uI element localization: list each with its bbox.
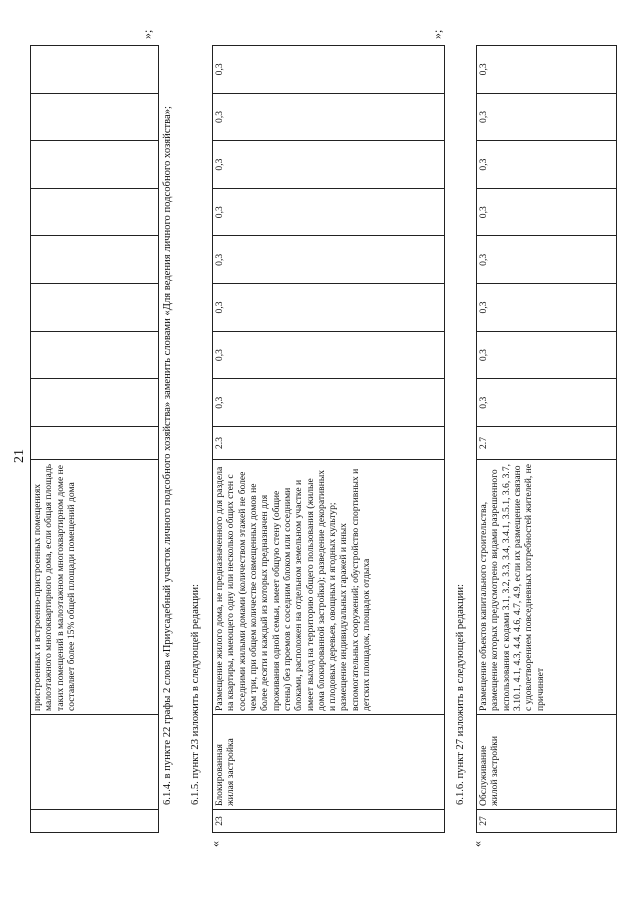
cell-value (31, 46, 159, 94)
cell-value (31, 93, 159, 141)
row-name: Обслуживание жилой застройки (477, 715, 617, 810)
cell-value (31, 236, 159, 284)
cell-name (31, 715, 159, 810)
row-name: Блокированная жилая застройка (213, 715, 445, 810)
cell-value (31, 379, 159, 427)
row-description: Размещение жилого дома, не предназначенного для раздела на квартиры, имеющего одну или несколько общих стен с соседними жилыми домами (количеством этажей не более чем три, при общем количестве совмещенных домов не более десяти и каждый из которых предназначен для проживания одной семьи, имеет общую стену (общие стены) без проемов с соседним блоком или соседними блоками, расположен на отдельном земельном участке и имеет выход на территорию общего пользования (жилые дома блокированной застройки); разведение декоративных и плодовых деревьев, овощных и ягодных культур; размещение индивидуальных гаражей и иных вспомогательных сооружений; обустройство спортивных и детских площадок, площадок отдыха (213, 460, 445, 715)
paragraph-6-1-4: 6.1.4. в пункте 22 графы 2 слова «Приусадебный участок личного подсобного хозяйства» заменить словами «Для ведения личного подсобного хозяйства»; (162, 106, 173, 805)
table-row-27 (476, 45, 617, 833)
row-value: 0,3 (213, 188, 445, 236)
row-value: 0,3 (213, 141, 445, 189)
row-value: 0,3 (213, 331, 445, 379)
row-value: 0,3 (213, 284, 445, 332)
table-continuation (30, 45, 159, 833)
cell-value (31, 331, 159, 379)
close-quote: »; (430, 29, 444, 39)
table-row-23 (212, 45, 445, 833)
cell-value (31, 284, 159, 332)
cell-num (31, 810, 159, 833)
row-value: 0,3 (477, 93, 617, 141)
row-value: 0,3 (477, 284, 617, 332)
row-value: 0,3 (213, 93, 445, 141)
row-value: 0,3 (477, 46, 617, 94)
cell-description: пристроенных и встроенно-пристроенных помещениях малоэтажного многоквартирного дома, если общая площадь таких помещений в малоэтажном многоквартирном доме не составляет более 15% общей площади помещений дома (31, 460, 159, 715)
row-value: 0,3 (477, 379, 617, 427)
open-quote: « (470, 841, 484, 847)
row-code: 2.7 (477, 427, 617, 460)
paragraph-6-1-6: 6.1.6. пункт 27 изложить в следующей редакции: (455, 584, 466, 805)
page-number: 21 (12, 449, 27, 463)
cell-value (31, 141, 159, 189)
row-value: 0,3 (213, 46, 445, 94)
row-value: 0,3 (477, 331, 617, 379)
cell-code (31, 427, 159, 460)
row-number: 27 (477, 810, 617, 833)
row-code: 2.3 (213, 427, 445, 460)
row-value: 0,3 (213, 236, 445, 284)
row-description: Размещение объектов капитального строительства, размещение которых предусмотрено видами разрешенного использования с кодами 3.1, 3.2, 3.3, 3.4, 3.4.1, 3.5.1, 3.6, 3.7, 3.10.1, 4.1, 4.3, 4.4, 4.6, 4.7, 4.9, если их размещение связано с удовлетворением повседневных потребностей жителей, не причиняет (477, 460, 617, 715)
row-value: 0,3 (477, 236, 617, 284)
row-number: 23 (213, 810, 445, 833)
open-quote: « (208, 841, 222, 847)
row-value: 0,3 (477, 188, 617, 236)
row-value: 0,3 (213, 379, 445, 427)
row-value: 0,3 (477, 141, 617, 189)
cell-value (31, 188, 159, 236)
close-quote: »; (140, 29, 154, 39)
paragraph-6-1-5: 6.1.5. пункт 23 изложить в следующей редакции: (190, 584, 201, 805)
